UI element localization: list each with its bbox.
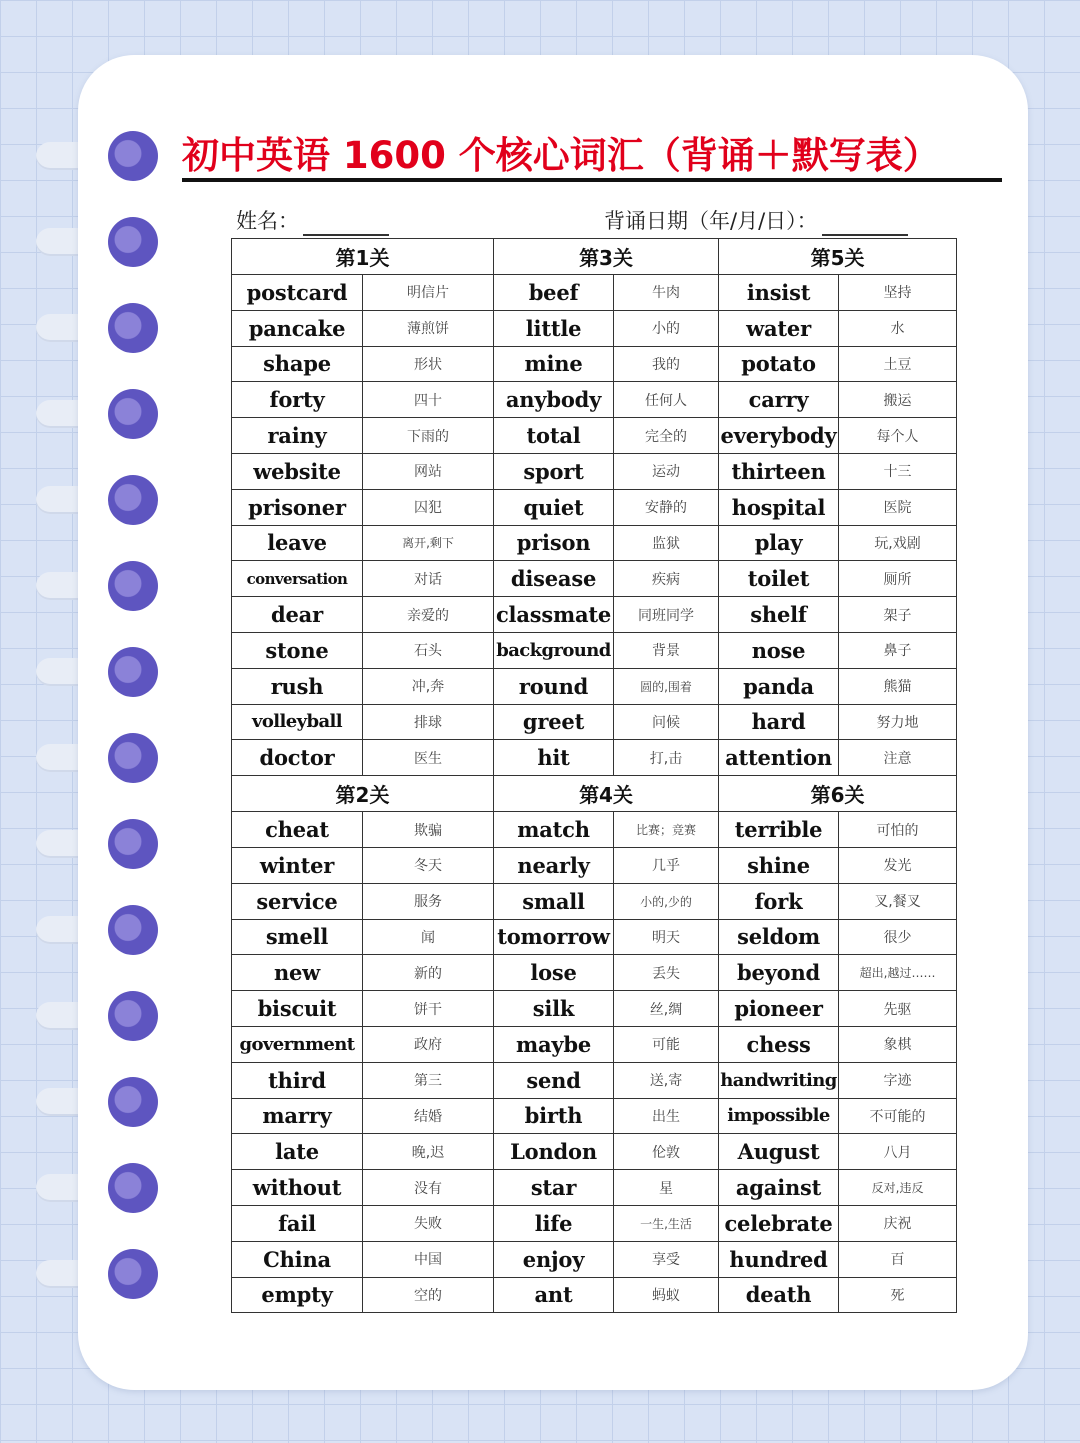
english-word: forty (232, 382, 363, 418)
chinese-meaning: 问候 (614, 704, 719, 740)
chinese-meaning: 安静的 (614, 489, 719, 525)
chinese-meaning: 厕所 (839, 561, 957, 597)
chinese-meaning: 我的 (614, 346, 719, 382)
table-row (232, 704, 957, 740)
english-word: mine (494, 346, 614, 382)
table-row (232, 489, 957, 525)
chinese-meaning: 不可能的 (839, 1098, 957, 1134)
chinese-meaning: 运动 (614, 453, 719, 489)
table-row (232, 1134, 957, 1170)
chinese-meaning: 八月 (839, 1134, 957, 1170)
english-word: ant (494, 1277, 614, 1313)
english-word: seldom (719, 919, 839, 955)
chinese-meaning: 熊猫 (839, 668, 957, 704)
english-word: postcard (232, 275, 363, 311)
chinese-meaning: 可怕的 (839, 812, 957, 848)
chinese-meaning: 十三 (839, 453, 957, 489)
chinese-meaning: 注意 (839, 740, 957, 776)
chinese-meaning: 石头 (363, 632, 494, 668)
binder-ring (108, 1163, 158, 1213)
english-word: cheat (232, 812, 363, 848)
english-word: beef (494, 275, 614, 311)
english-word: potato (719, 346, 839, 382)
english-word: thirteen (719, 453, 839, 489)
english-word: pioneer (719, 991, 839, 1027)
english-word: small (494, 883, 614, 919)
english-word: maybe (494, 1026, 614, 1062)
english-word: play (719, 525, 839, 561)
binder-ring (108, 819, 158, 869)
table-row (232, 919, 957, 955)
english-word: winter (232, 847, 363, 883)
english-word: death (719, 1277, 839, 1313)
vocabulary-table (231, 238, 957, 1313)
chinese-meaning: 庆祝 (839, 1205, 957, 1241)
table-row (232, 1205, 957, 1241)
chinese-meaning: 服务 (363, 883, 494, 919)
english-word: smell (232, 919, 363, 955)
chinese-meaning: 几乎 (614, 847, 719, 883)
english-word: classmate (494, 597, 614, 633)
level-header: 第3关 (494, 239, 719, 275)
english-word: background (494, 632, 614, 668)
english-word: shine (719, 847, 839, 883)
english-word: against (719, 1170, 839, 1206)
chinese-meaning: 丢失 (614, 955, 719, 991)
english-word: handwriting (719, 1062, 839, 1098)
chinese-meaning: 象棋 (839, 1026, 957, 1062)
chinese-meaning: 牛肉 (614, 275, 719, 311)
english-word: August (719, 1134, 839, 1170)
chinese-meaning: 小的 (614, 310, 719, 346)
chinese-meaning: 每个人 (839, 418, 957, 454)
chinese-meaning: 医生 (363, 740, 494, 776)
chinese-meaning: 离开,剩下 (363, 525, 494, 561)
chinese-meaning: 完全的 (614, 418, 719, 454)
table-row (232, 883, 957, 919)
table-row (232, 310, 957, 346)
chinese-meaning: 囚犯 (363, 489, 494, 525)
chinese-meaning: 晚,迟 (363, 1134, 494, 1170)
english-word: volleyball (232, 704, 363, 740)
chinese-meaning: 冲,奔 (363, 668, 494, 704)
english-word: late (232, 1134, 363, 1170)
binder-ring (108, 217, 158, 267)
date-label: 背诵日期（年/月/日）： (604, 209, 818, 233)
binder-ring (108, 475, 158, 525)
chinese-meaning: 小的,少的 (614, 883, 719, 919)
english-word: London (494, 1134, 614, 1170)
english-word: terrible (719, 812, 839, 848)
table-row (232, 1277, 957, 1313)
english-word: hospital (719, 489, 839, 525)
chinese-meaning: 搬运 (839, 382, 957, 418)
english-word: empty (232, 1277, 363, 1313)
english-word: star (494, 1170, 614, 1206)
table-row (232, 991, 957, 1027)
english-word: insist (719, 275, 839, 311)
english-word: prisoner (232, 489, 363, 525)
binder-ring (108, 647, 158, 697)
table-row (232, 668, 957, 704)
english-word: leave (232, 525, 363, 561)
table-row (232, 847, 957, 883)
chinese-meaning: 发光 (839, 847, 957, 883)
chinese-meaning: 四十 (363, 382, 494, 418)
table-row (232, 382, 957, 418)
chinese-meaning: 网站 (363, 453, 494, 489)
chinese-meaning: 超出,越过…… (839, 955, 957, 991)
english-word: quiet (494, 489, 614, 525)
english-word: enjoy (494, 1241, 614, 1277)
vocabulary-table-body (232, 239, 957, 1313)
table-row (232, 1026, 957, 1062)
chinese-meaning: 形状 (363, 346, 494, 382)
chinese-meaning: 反对,违反 (839, 1170, 957, 1206)
chinese-meaning: 结婚 (363, 1098, 494, 1134)
english-word: shape (232, 346, 363, 382)
english-word: water (719, 310, 839, 346)
english-word: toilet (719, 561, 839, 597)
binder-ring (108, 905, 158, 955)
binder-ring (108, 389, 158, 439)
table-row (232, 740, 957, 776)
chinese-meaning: 中国 (363, 1241, 494, 1277)
table-row (232, 955, 957, 991)
chinese-meaning: 冬天 (363, 847, 494, 883)
chinese-meaning: 伦敦 (614, 1134, 719, 1170)
table-row (232, 275, 957, 311)
english-word: marry (232, 1098, 363, 1134)
chinese-meaning: 水 (839, 310, 957, 346)
english-word: prison (494, 525, 614, 561)
english-word: rainy (232, 418, 363, 454)
chinese-meaning: 先驱 (839, 991, 957, 1027)
level-header: 第2关 (232, 776, 494, 812)
chinese-meaning: 架子 (839, 597, 957, 633)
name-blank (303, 234, 389, 236)
table-row (232, 1098, 957, 1134)
english-word: fork (719, 883, 839, 919)
english-word: total (494, 418, 614, 454)
chinese-meaning: 饼干 (363, 991, 494, 1027)
table-row (232, 1170, 957, 1206)
chinese-meaning: 失败 (363, 1205, 494, 1241)
chinese-meaning: 享受 (614, 1241, 719, 1277)
binder-ring (108, 991, 158, 1041)
table-row (232, 1241, 957, 1277)
english-word: lose (494, 955, 614, 991)
english-word: attention (719, 740, 839, 776)
page-title: 初中英语 1600 个核心词汇（背诵＋默写表） (182, 134, 940, 177)
english-word: chess (719, 1026, 839, 1062)
chinese-meaning: 百 (839, 1241, 957, 1277)
title-underline (182, 178, 1002, 182)
chinese-meaning: 医院 (839, 489, 957, 525)
english-word: celebrate (719, 1205, 839, 1241)
english-word: match (494, 812, 614, 848)
english-word: greet (494, 704, 614, 740)
english-word: life (494, 1205, 614, 1241)
english-word: nose (719, 632, 839, 668)
chinese-meaning: 空的 (363, 1277, 494, 1313)
english-word: website (232, 453, 363, 489)
english-word: tomorrow (494, 919, 614, 955)
english-word: service (232, 883, 363, 919)
chinese-meaning: 土豆 (839, 346, 957, 382)
english-word: without (232, 1170, 363, 1206)
table-row (232, 812, 957, 848)
chinese-meaning: 星 (614, 1170, 719, 1206)
english-word: sport (494, 453, 614, 489)
english-word: biscuit (232, 991, 363, 1027)
english-word: silk (494, 991, 614, 1027)
chinese-meaning: 政府 (363, 1026, 494, 1062)
level-header: 第4关 (494, 776, 719, 812)
chinese-meaning: 同班同学 (614, 597, 719, 633)
chinese-meaning: 字迹 (839, 1062, 957, 1098)
chinese-meaning: 叉,餐叉 (839, 883, 957, 919)
name-field (236, 205, 389, 237)
english-word: everybody (719, 418, 839, 454)
chinese-meaning: 死 (839, 1277, 957, 1313)
level-header: 第1关 (232, 239, 494, 275)
table-row (232, 525, 957, 561)
chinese-meaning: 欺骗 (363, 812, 494, 848)
chinese-meaning: 监狱 (614, 525, 719, 561)
english-word: third (232, 1062, 363, 1098)
english-word: disease (494, 561, 614, 597)
english-word: little (494, 310, 614, 346)
table-row (232, 597, 957, 633)
chinese-meaning: 新的 (363, 955, 494, 991)
chinese-meaning: 可能 (614, 1026, 719, 1062)
english-word: impossible (719, 1098, 839, 1134)
chinese-meaning: 背景 (614, 632, 719, 668)
table-row (232, 346, 957, 382)
binder-ring (108, 131, 158, 181)
chinese-meaning: 出生 (614, 1098, 719, 1134)
english-word: rush (232, 668, 363, 704)
english-word: anybody (494, 382, 614, 418)
table-row (232, 632, 957, 668)
english-word: carry (719, 382, 839, 418)
level-header: 第5关 (719, 239, 957, 275)
chinese-meaning: 亲爱的 (363, 597, 494, 633)
chinese-meaning: 对话 (363, 561, 494, 597)
binder-ring (108, 561, 158, 611)
table-row (232, 1062, 957, 1098)
english-word: conversation (232, 561, 363, 597)
english-word: pancake (232, 310, 363, 346)
chinese-meaning: 任何人 (614, 382, 719, 418)
english-word: China (232, 1241, 363, 1277)
chinese-meaning: 明天 (614, 919, 719, 955)
english-word: hit (494, 740, 614, 776)
chinese-meaning: 没有 (363, 1170, 494, 1206)
binder-ring (108, 1249, 158, 1299)
chinese-meaning: 蚂蚁 (614, 1277, 719, 1313)
english-word: hundred (719, 1241, 839, 1277)
chinese-meaning: 第三 (363, 1062, 494, 1098)
binder-ring (108, 303, 158, 353)
chinese-meaning: 疾病 (614, 561, 719, 597)
english-word: fail (232, 1205, 363, 1241)
chinese-meaning: 排球 (363, 704, 494, 740)
english-word: nearly (494, 847, 614, 883)
chinese-meaning: 一生,生活 (614, 1205, 719, 1241)
chinese-meaning: 打,击 (614, 740, 719, 776)
chinese-meaning: 送,寄 (614, 1062, 719, 1098)
name-label: 姓名： (236, 209, 299, 233)
english-word: hard (719, 704, 839, 740)
table-row (232, 561, 957, 597)
section-header-row (232, 239, 957, 275)
english-word: birth (494, 1098, 614, 1134)
chinese-meaning: 努力地 (839, 704, 957, 740)
section-header-row (232, 776, 957, 812)
chinese-meaning: 比赛；竞赛 (614, 812, 719, 848)
chinese-meaning: 丝,绸 (614, 991, 719, 1027)
chinese-meaning: 明信片 (363, 275, 494, 311)
binder-ring (108, 1077, 158, 1127)
chinese-meaning: 闻 (363, 919, 494, 955)
english-word: round (494, 668, 614, 704)
english-word: beyond (719, 955, 839, 991)
english-word: dear (232, 597, 363, 633)
chinese-meaning: 鼻子 (839, 632, 957, 668)
date-blank (822, 234, 908, 236)
table-row (232, 453, 957, 489)
chinese-meaning: 玩,戏剧 (839, 525, 957, 561)
table-row (232, 418, 957, 454)
english-word: panda (719, 668, 839, 704)
english-word: shelf (719, 597, 839, 633)
binder-ring (108, 733, 158, 783)
chinese-meaning: 圆的,围着 (614, 668, 719, 704)
level-header: 第6关 (719, 776, 957, 812)
english-word: government (232, 1026, 363, 1062)
chinese-meaning: 薄煎饼 (363, 310, 494, 346)
chinese-meaning: 坚持 (839, 275, 957, 311)
chinese-meaning: 很少 (839, 919, 957, 955)
english-word: doctor (232, 740, 363, 776)
date-field (604, 205, 908, 237)
english-word: new (232, 955, 363, 991)
english-word: send (494, 1062, 614, 1098)
english-word: stone (232, 632, 363, 668)
chinese-meaning: 下雨的 (363, 418, 494, 454)
